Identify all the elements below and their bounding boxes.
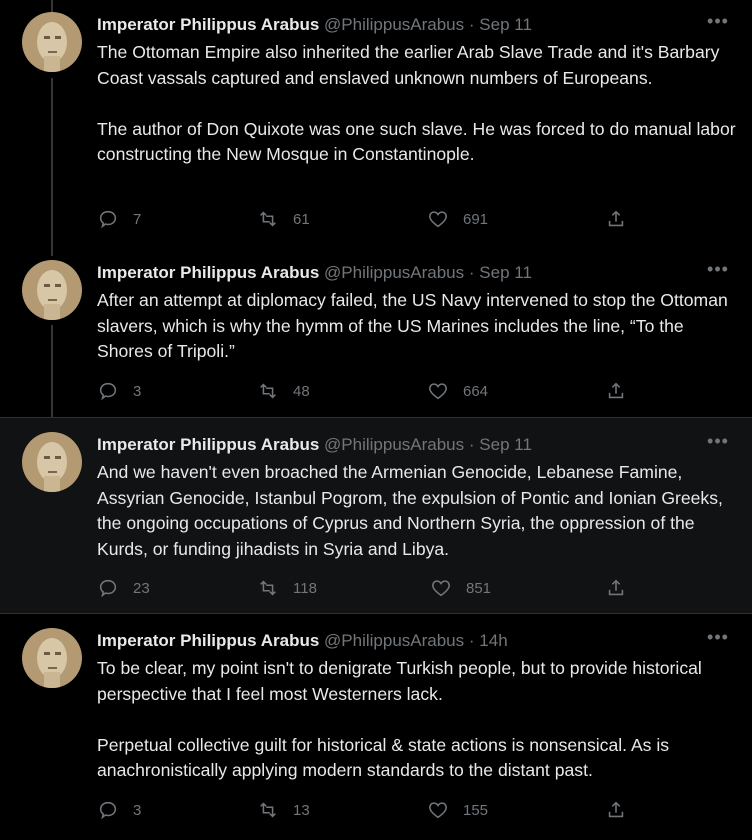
like-count: 664 [463, 382, 489, 400]
avatar[interactable] [22, 432, 82, 492]
author-handle[interactable]: @PhilippusArabus [324, 263, 465, 282]
share-button[interactable] [605, 379, 627, 403]
reply-count: 23 [133, 579, 150, 597]
reply-count: 3 [133, 801, 142, 819]
author-name[interactable]: Imperator Philippus Arabus [97, 15, 320, 34]
tweet-paragraph: After an attempt at diplomacy failed, the US Navy intervened to stop the Ottoman slavers, which is why the hymm of the US Marines includes the line, “To the Shores of Tripoli.” [97, 290, 728, 362]
author-handle[interactable]: @PhilippusArabus [324, 631, 465, 650]
reply-icon [97, 380, 119, 402]
avatar[interactable] [22, 260, 82, 320]
retweet-count: 13 [293, 801, 310, 819]
tweet-paragraph: The Ottoman Empire also inherited the earlier Arab Slave Trade and it's Barbary Coast vassals captured and enslaved unknown numbers of Europeans. [97, 42, 720, 88]
timestamp[interactable]: 14h [479, 631, 508, 650]
author-handle[interactable]: @PhilippusArabus [324, 435, 465, 454]
action-bar [97, 207, 637, 231]
reply-button[interactable] [97, 379, 141, 403]
author-handle[interactable]: @PhilippusArabus [324, 15, 465, 34]
like-count: 155 [463, 801, 489, 819]
timestamp[interactable]: Sep 11 [479, 263, 532, 282]
reply-count: 7 [133, 210, 142, 228]
more-options-icon[interactable]: ••• [707, 11, 729, 31]
author-name[interactable]: Imperator Philippus Arabus [97, 631, 320, 650]
tweet[interactable] [0, 418, 752, 614]
reply-icon [97, 799, 119, 821]
retweet-button[interactable] [257, 379, 310, 403]
retweet-button[interactable] [257, 576, 317, 600]
share-icon [605, 799, 627, 821]
retweet-button[interactable] [257, 798, 310, 822]
heart-icon [427, 208, 449, 230]
reply-button[interactable] [97, 798, 141, 822]
like-count: 691 [463, 210, 489, 228]
tweet[interactable] [0, 0, 752, 250]
share-button[interactable] [605, 798, 627, 822]
share-button[interactable] [605, 576, 627, 600]
retweet-button[interactable] [257, 207, 310, 231]
separator: · [468, 435, 475, 454]
tweet-paragraph: To be clear, my point isn't to denigrate Turkish people, but to provide historical perspective that I feel most Westerners lack. [97, 658, 702, 704]
timestamp[interactable]: Sep 11 [479, 435, 532, 454]
heart-icon [427, 799, 449, 821]
retweet-count: 61 [293, 210, 310, 228]
share-button[interactable] [605, 207, 627, 231]
action-bar [97, 798, 637, 822]
tweet-text [97, 656, 737, 784]
retweet-icon [257, 208, 279, 230]
retweet-count: 118 [293, 579, 317, 597]
avatar[interactable] [22, 628, 82, 688]
like-button[interactable] [430, 576, 491, 600]
retweet-icon [257, 577, 279, 599]
author-name[interactable]: Imperator Philippus Arabus [97, 263, 320, 282]
separator: · [468, 15, 475, 34]
tweet[interactable] [0, 250, 752, 418]
timestamp[interactable]: Sep 11 [479, 15, 532, 34]
separator: · [468, 631, 475, 650]
tweet[interactable] [0, 614, 752, 840]
reply-count: 3 [133, 382, 142, 400]
retweet-icon [257, 799, 279, 821]
like-button[interactable] [427, 207, 488, 231]
more-options-icon[interactable]: ••• [707, 627, 729, 647]
more-options-icon[interactable]: ••• [707, 431, 729, 451]
action-bar [97, 379, 637, 403]
heart-icon [427, 380, 449, 402]
reply-button[interactable] [97, 207, 141, 231]
avatar[interactable] [22, 12, 82, 72]
share-icon [605, 208, 627, 230]
like-button[interactable] [427, 379, 488, 403]
tweet-text [97, 288, 737, 365]
tweet-text [97, 460, 737, 562]
reply-icon [97, 208, 119, 230]
heart-icon [430, 577, 452, 599]
share-icon [605, 380, 627, 402]
share-icon [605, 577, 627, 599]
retweet-icon [257, 380, 279, 402]
like-count: 851 [466, 579, 492, 597]
author-name[interactable]: Imperator Philippus Arabus [97, 435, 320, 454]
action-bar [97, 576, 637, 600]
more-options-icon[interactable]: ••• [707, 259, 729, 279]
tweet-paragraph: Perpetual collective guilt for historical & state actions is nonsensical. As is anachronistically applying modern standards to the distant past. [97, 734, 670, 781]
retweet-count: 48 [293, 382, 310, 400]
reply-icon [97, 577, 119, 599]
like-button[interactable] [427, 798, 488, 822]
tweet-text [97, 40, 737, 168]
tweet-paragraph: And we haven't even broached the Armenian Genocide, Lebanese Famine, Assyrian Genocide, Istanbul Pogrom, the expulsion of Pontic and Ionian Greeks, the ongoing occupations of Cyprus and Northern Syria, the oppression of the Kurds, or funding jihadists in Syria and Libya. [97, 462, 723, 559]
tweet-header [97, 435, 532, 455]
tweet-header [97, 263, 532, 283]
tweet-paragraph: The author of Don Quixote was one such slave. He was forced to do manual labor constructing the New Mosque in Constantinople. [97, 118, 736, 165]
reply-button[interactable] [97, 576, 150, 600]
separator: · [468, 263, 475, 282]
tweet-header [97, 15, 532, 35]
tweet-header [97, 631, 508, 651]
